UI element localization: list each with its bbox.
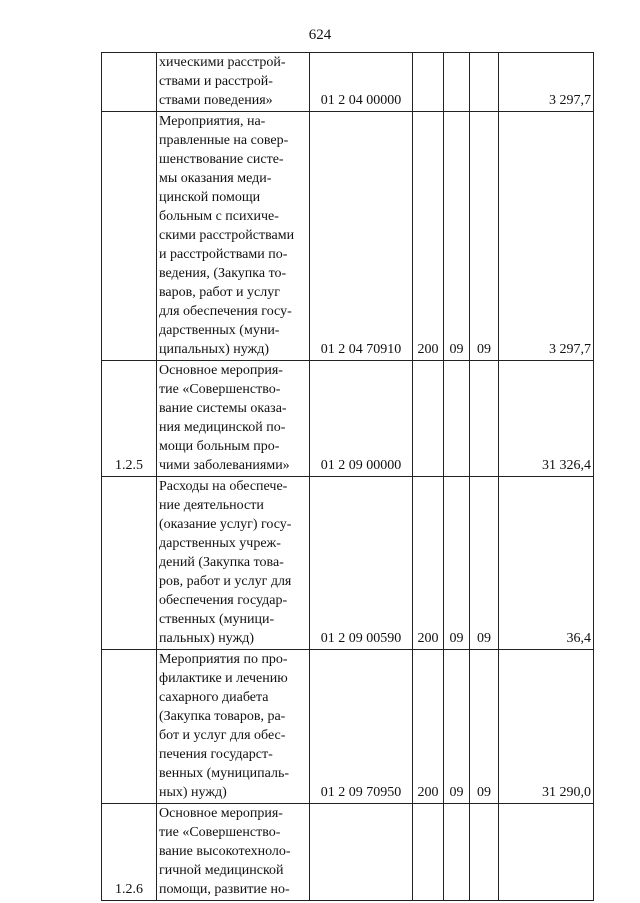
row-number [102,112,157,361]
row-expense-type [413,361,444,477]
table-row [102,650,594,804]
row-section: 09 [444,650,470,804]
row-subsection: 09 [470,477,499,650]
row-target-code [310,804,413,901]
row-description: Мероприятия, на- правленные на совер- шенствование систе- мы оказания меди- цинской помощи больным с психиче- скими расстройствами и расстройствами по- ведения, (Закупка то- варов, работ и услуг для обеспечения госу- дарственных (муни- ципальных) нужд) [157,112,310,361]
row-expense-type: 200 [413,650,444,804]
row-expense-type: 200 [413,477,444,650]
row-amount: 3 297,7 [499,53,594,112]
table-row [102,361,594,477]
row-number: 1.2.6 [102,804,157,901]
row-description: хическими расстрой- ствами и расстрой- ствами поведения» [157,53,310,112]
row-number [102,53,157,112]
row-section [444,361,470,477]
row-section: 09 [444,112,470,361]
table-row [102,804,594,901]
budget-table [101,52,594,901]
row-number: 1.2.5 [102,361,157,477]
row-subsection: 09 [470,112,499,361]
table-row [102,112,594,361]
row-expense-type [413,804,444,901]
page-number: 624 [308,27,332,43]
row-number [102,477,157,650]
row-section [444,53,470,112]
row-subsection [470,53,499,112]
table-row [102,477,594,650]
row-amount: 31 326,4 [499,361,594,477]
row-description: Мероприятия по про- филактике и лечению сахарного диабета (Закупка товаров, ра- бот и услуг для обес- печения государст- венных (муниципаль- ных) нужд) [157,650,310,804]
row-target-code: 01 2 09 00000 [310,361,413,477]
row-description: Расходы на обеспече- ние деятельности (оказание услуг) госу- дарственных учреж- дений (Закупка това- ров, работ и услуг для обеспечения государ- ственных (муници- пальных) нужд) [157,477,310,650]
row-subsection [470,804,499,901]
row-subsection: 09 [470,650,499,804]
row-target-code: 01 2 04 70910 [310,112,413,361]
row-subsection [470,361,499,477]
row-amount: 36,4 [499,477,594,650]
row-amount [499,804,594,901]
row-section [444,804,470,901]
row-description: Основное мероприя- тие «Совершенство- вание высокотехноло- гичной медицинской помощи, развитие но- [157,804,310,901]
row-target-code: 01 2 09 00590 [310,477,413,650]
row-description: Основное мероприя- тие «Совершенство- вание системы оказа- ния медицинской по- мощи больным про- чими заболеваниями» [157,361,310,477]
row-section: 09 [444,477,470,650]
row-amount: 31 290,0 [499,650,594,804]
row-expense-type [413,53,444,112]
row-target-code: 01 2 09 70950 [310,650,413,804]
row-amount: 3 297,7 [499,112,594,361]
row-target-code: 01 2 04 00000 [310,53,413,112]
row-number [102,650,157,804]
row-expense-type: 200 [413,112,444,361]
table-row [102,53,594,112]
